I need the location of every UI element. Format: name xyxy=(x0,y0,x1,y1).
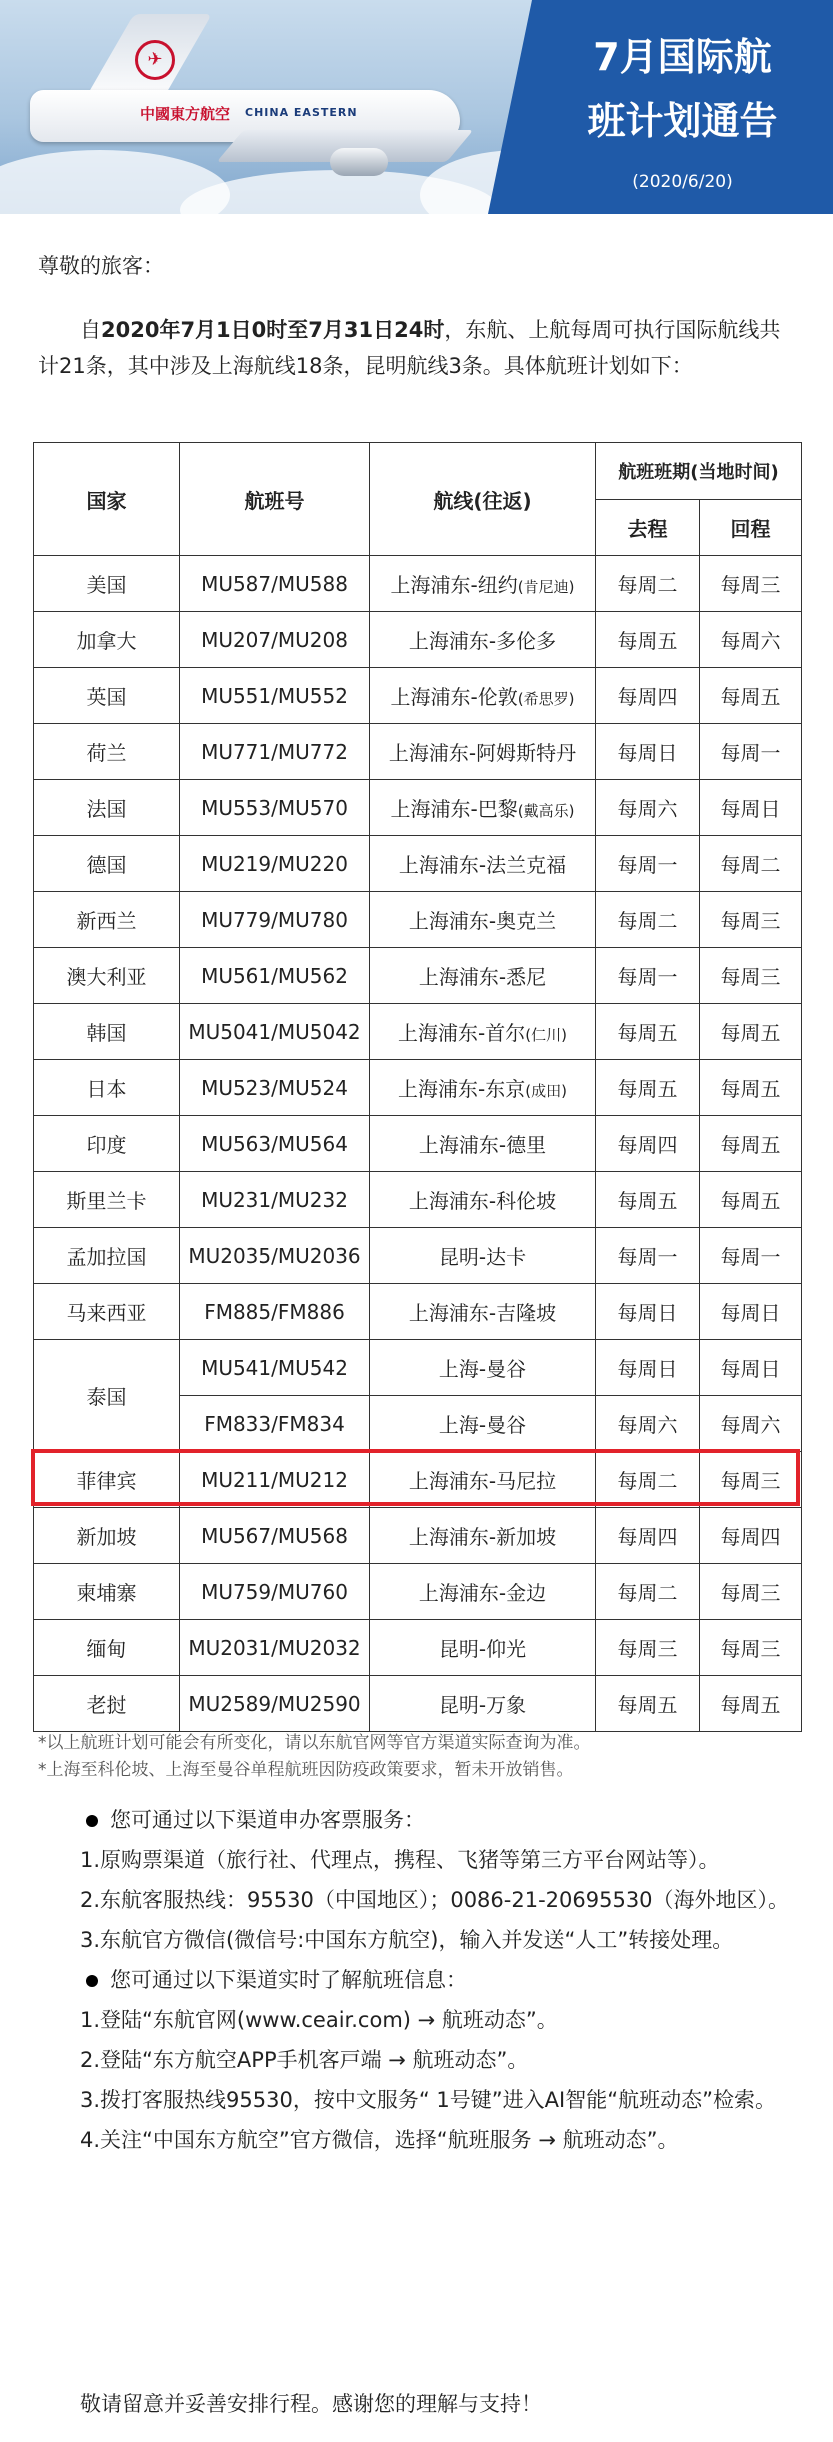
route-cell xyxy=(370,1452,596,1508)
route-name: 上海浦东-新加坡 xyxy=(408,1525,557,1549)
table-row xyxy=(34,1508,802,1564)
country-cell: 老挝 xyxy=(34,1676,180,1732)
route-name: 上海浦东-科伦坡 xyxy=(408,1189,557,1213)
country-cell: 新加坡 xyxy=(34,1508,180,1564)
country-cell: 法国 xyxy=(34,780,180,836)
route-cell xyxy=(370,1004,596,1060)
outbound-cell: 每周五 xyxy=(596,1172,700,1228)
intro-rest: ，东航、上航每周可执行国际航线共计21条，其中涉及上海航线18条，昆明航线3条。具体航班计划如下： xyxy=(38,318,781,378)
info-item: 3.拨打客服热线95530，按中文服务“ 1号键”进入AI智能“航班动态”检索。 xyxy=(80,2088,776,2112)
outbound-cell: 每周五 xyxy=(596,612,700,668)
table-row xyxy=(34,1116,802,1172)
flight-cell: MU207/MU208 xyxy=(180,612,370,668)
info-item: 4.关注“中国东方航空”官方微信，选择“航班服务 → 航班动态”。 xyxy=(80,2128,679,2152)
route-cell xyxy=(370,1060,596,1116)
outbound-cell: 每周一 xyxy=(596,1228,700,1284)
route-name: 上海浦东-法兰克福 xyxy=(398,853,567,877)
outbound-cell: 每周一 xyxy=(596,948,700,1004)
page-title-line1: 7月国际航 xyxy=(593,35,772,79)
flight-cell: MU231/MU232 xyxy=(180,1172,370,1228)
intro-period: 2020年7月1日0时至7月31日24时 xyxy=(101,318,445,342)
route-cell xyxy=(370,1228,596,1284)
route-name: 上海浦东-多伦多 xyxy=(408,629,557,653)
ticket-item: 3.东航官方微信(微信号:中国东方航空)，输入并发送“人工”转接处理。 xyxy=(80,1928,734,1952)
route-name: 昆明-万象 xyxy=(438,1693,527,1717)
note-1: *以上航班计划可能会有所变化，请以东航官网等官方渠道实际查询为准。 xyxy=(38,1733,591,1753)
flight-cell: MU551/MU552 xyxy=(180,668,370,724)
schedule-body xyxy=(34,556,802,1732)
return-cell: 每周日 xyxy=(700,780,802,836)
outbound-cell: 每周日 xyxy=(596,1340,700,1396)
return-cell: 每周五 xyxy=(700,1004,802,1060)
route-cell xyxy=(370,1676,596,1732)
return-cell: 每周三 xyxy=(700,948,802,1004)
flight-cell: MU523/MU524 xyxy=(180,1060,370,1116)
header-outbound: 去程 xyxy=(596,500,700,556)
return-cell: 每周五 xyxy=(700,668,802,724)
outbound-cell: 每周日 xyxy=(596,724,700,780)
outbound-cell: 每周二 xyxy=(596,1452,700,1508)
flight-cell: MU567/MU568 xyxy=(180,1508,370,1564)
outbound-cell: 每周一 xyxy=(596,836,700,892)
route-cell xyxy=(370,1508,596,1564)
table-row xyxy=(34,1228,802,1284)
outbound-cell: 每周三 xyxy=(596,1620,700,1676)
table-row xyxy=(34,1564,802,1620)
flight-cell: MU219/MU220 xyxy=(180,836,370,892)
flight-cell: MU211/MU212 xyxy=(180,1452,370,1508)
table-row xyxy=(34,1284,802,1340)
country-cell: 荷兰 xyxy=(34,724,180,780)
flight-cell: MU5041/MU5042 xyxy=(180,1004,370,1060)
route-cell xyxy=(370,1284,596,1340)
info-heading xyxy=(38,1960,808,2000)
table-row xyxy=(34,780,802,836)
route-name: 上海浦东-伦敦 xyxy=(390,685,518,709)
country-cell: 斯里兰卡 xyxy=(34,1172,180,1228)
info-heading-text: 您可通过以下渠道实时了解航班信息： xyxy=(110,1968,467,1992)
route-name: 上海浦东-马尼拉 xyxy=(408,1469,557,1493)
table-row xyxy=(34,668,802,724)
flight-cell: MU561/MU562 xyxy=(180,948,370,1004)
outbound-cell: 每周二 xyxy=(596,1564,700,1620)
intro-prefix: 自 xyxy=(80,318,101,342)
services-section xyxy=(38,1800,808,2160)
country-cell: 孟加拉国 xyxy=(34,1228,180,1284)
route-name: 上海浦东-巴黎 xyxy=(390,797,518,821)
intro-paragraph xyxy=(38,312,800,384)
outbound-cell: 每周五 xyxy=(596,1004,700,1060)
route-name: 上海浦东-金边 xyxy=(418,1581,547,1605)
airline-logo-icon: ✈ xyxy=(135,40,175,80)
country-cell: 日本 xyxy=(34,1060,180,1116)
route-airport-note: (仁川) xyxy=(525,1026,567,1044)
route-name: 上海浦东-奥克兰 xyxy=(408,909,557,933)
route-name: 上海浦东-首尔 xyxy=(398,1021,526,1045)
table-row xyxy=(34,1620,802,1676)
flight-cell: MU779/MU780 xyxy=(180,892,370,948)
closing-text: 敬请留意并妥善安排行程。感谢您的理解与支持！ xyxy=(80,2392,542,2416)
country-cell: 韩国 xyxy=(34,1004,180,1060)
route-cell xyxy=(370,1172,596,1228)
return-cell: 每周六 xyxy=(700,1396,802,1452)
route-airport-note: (戴高乐) xyxy=(517,802,575,820)
country-cell: 印度 xyxy=(34,1116,180,1172)
route-cell xyxy=(370,1396,596,1452)
return-cell: 每周三 xyxy=(700,1564,802,1620)
route-cell xyxy=(370,1116,596,1172)
ticket-heading xyxy=(38,1800,808,1840)
bullet-icon xyxy=(86,1975,98,1987)
return-cell: 每周四 xyxy=(700,1508,802,1564)
table-row xyxy=(34,1452,802,1508)
country-cell: 德国 xyxy=(34,836,180,892)
route-name: 上海浦东-德里 xyxy=(418,1133,547,1157)
country-cell: 菲律宾 xyxy=(34,1452,180,1508)
table-row xyxy=(34,1060,802,1116)
outbound-cell: 每周四 xyxy=(596,668,700,724)
title-panel xyxy=(532,0,833,214)
route-name: 上海浦东-东京 xyxy=(398,1077,526,1101)
table-row xyxy=(34,1340,802,1396)
country-cell: 柬埔寨 xyxy=(34,1564,180,1620)
route-name: 上海浦东-阿姆斯特丹 xyxy=(388,741,577,765)
flight-cell: MU553/MU570 xyxy=(180,780,370,836)
route-name: 昆明-仰光 xyxy=(438,1637,527,1661)
flight-cell: MU587/MU588 xyxy=(180,556,370,612)
info-item: 1.登陆“东航官网(www.ceair.com) → 航班动态”。 xyxy=(80,2008,558,2032)
info-item: 2.登陆“东方航空APP手机客戸端 → 航班动态”。 xyxy=(80,2048,529,2072)
ticket-heading-text: 您可通过以下渠道申办客票服务： xyxy=(110,1808,425,1832)
return-cell: 每周一 xyxy=(700,1228,802,1284)
country-cell: 美国 xyxy=(34,556,180,612)
return-cell: 每周五 xyxy=(700,1172,802,1228)
flight-cell: MU2589/MU2590 xyxy=(180,1676,370,1732)
route-name: 上海浦东-悉尼 xyxy=(418,965,547,989)
outbound-cell: 每周五 xyxy=(596,1060,700,1116)
return-cell: 每周日 xyxy=(700,1340,802,1396)
return-cell: 每周六 xyxy=(700,612,802,668)
route-cell xyxy=(370,668,596,724)
ticket-item: 1.原购票渠道（旅行社、代理点，携程、飞猪等第三方平台网站等）。 xyxy=(80,1848,720,1872)
outbound-cell: 每周四 xyxy=(596,1508,700,1564)
outbound-cell: 每周日 xyxy=(596,1284,700,1340)
flight-cell: MU2031/MU2032 xyxy=(180,1620,370,1676)
country-cell: 英国 xyxy=(34,668,180,724)
table-row xyxy=(34,836,802,892)
route-cell xyxy=(370,724,596,780)
return-cell: 每周一 xyxy=(700,724,802,780)
header-return: 回程 xyxy=(700,500,802,556)
route-name: 上海-曼谷 xyxy=(438,1413,527,1437)
route-cell xyxy=(370,1340,596,1396)
return-cell: 每周日 xyxy=(700,1284,802,1340)
return-cell: 每周三 xyxy=(700,1452,802,1508)
country-cell: 澳大利亚 xyxy=(34,948,180,1004)
flight-cell: MU759/MU760 xyxy=(180,1564,370,1620)
flight-cell: MU771/MU772 xyxy=(180,724,370,780)
route-airport-note: (希思罗) xyxy=(517,690,575,708)
flight-cell: MU541/MU542 xyxy=(180,1340,370,1396)
table-row xyxy=(34,1172,802,1228)
route-name: 上海浦东-纽约 xyxy=(390,573,518,597)
plane-engine xyxy=(330,148,388,176)
route-airport-note: (肯尼迪) xyxy=(517,578,575,596)
return-cell: 每周五 xyxy=(700,1060,802,1116)
table-row xyxy=(34,556,802,612)
country-cell: 加拿大 xyxy=(34,612,180,668)
outbound-cell: 每周二 xyxy=(596,892,700,948)
flight-cell: FM833/FM834 xyxy=(180,1396,370,1452)
table-row xyxy=(34,1676,802,1732)
table-row xyxy=(34,724,802,780)
country-cell: 缅甸 xyxy=(34,1620,180,1676)
header-banner xyxy=(0,0,833,214)
route-name: 上海浦东-吉隆坡 xyxy=(408,1301,557,1325)
return-cell: 每周三 xyxy=(700,556,802,612)
bullet-icon xyxy=(86,1815,98,1827)
airline-name-cn: 中國東方航空 xyxy=(140,105,231,123)
outbound-cell: 每周六 xyxy=(596,1396,700,1452)
flight-cell: MU563/MU564 xyxy=(180,1116,370,1172)
table-row xyxy=(34,1004,802,1060)
return-cell: 每周五 xyxy=(700,1676,802,1732)
outbound-cell: 每周四 xyxy=(596,1116,700,1172)
table-row xyxy=(34,948,802,1004)
route-cell xyxy=(370,556,596,612)
flight-schedule-table xyxy=(33,442,802,1732)
country-cell: 泰国 xyxy=(34,1340,180,1452)
route-cell xyxy=(370,892,596,948)
return-cell: 每周二 xyxy=(700,836,802,892)
header-route: 航线(往返) xyxy=(370,443,596,556)
flight-cell: MU2035/MU2036 xyxy=(180,1228,370,1284)
return-cell: 每周三 xyxy=(700,1620,802,1676)
airline-name-en: CHINA EASTERN xyxy=(245,106,358,119)
outbound-cell: 每周五 xyxy=(596,1676,700,1732)
route-cell xyxy=(370,780,596,836)
route-cell xyxy=(370,1620,596,1676)
table-row xyxy=(34,892,802,948)
route-cell xyxy=(370,836,596,892)
country-cell: 新西兰 xyxy=(34,892,180,948)
header-schedule: 航班班期(当地时间) xyxy=(596,443,802,500)
page-title-line2: 班计划通告 xyxy=(587,99,778,143)
route-airport-note: (成田) xyxy=(525,1082,567,1100)
header-flight: 航班号 xyxy=(180,443,370,556)
return-cell: 每周三 xyxy=(700,892,802,948)
publish-date: (2020/6/20) xyxy=(632,172,733,192)
country-cell: 马来西亚 xyxy=(34,1284,180,1340)
header-country: 国家 xyxy=(34,443,180,556)
route-cell xyxy=(370,948,596,1004)
route-cell xyxy=(370,1564,596,1620)
outbound-cell: 每周六 xyxy=(596,780,700,836)
route-name: 昆明-达卡 xyxy=(438,1245,527,1269)
outbound-cell: 每周二 xyxy=(596,556,700,612)
route-cell xyxy=(370,612,596,668)
flight-cell: FM885/FM886 xyxy=(180,1284,370,1340)
greeting: 尊敬的旅客： xyxy=(38,254,164,278)
ticket-item: 2.东航客服热线：95530（中国地区）；0086-21-20695530（海外地区）。 xyxy=(80,1888,790,1912)
table-row xyxy=(34,612,802,668)
return-cell: 每周五 xyxy=(700,1116,802,1172)
route-name: 上海-曼谷 xyxy=(438,1357,527,1381)
note-2: *上海至科伦坡、上海至曼谷单程航班因防疫政策要求，暂未开放销售。 xyxy=(38,1760,574,1780)
